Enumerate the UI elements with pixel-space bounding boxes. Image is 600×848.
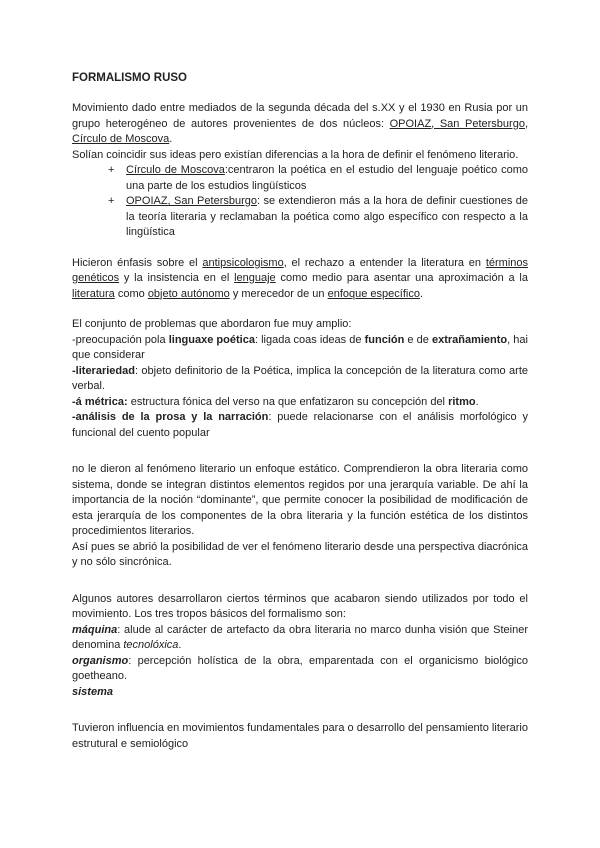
problem-item	[72, 395, 528, 411]
term: -á métrica:	[72, 395, 128, 408]
text: Hicieron énfasis sobre el	[72, 256, 203, 269]
term: -literariedad	[72, 364, 135, 377]
bullet-text: : se extendieron más a la hora de definir cuestiones de la teoría literaria y reclamaban la poética como algo específico con respecto a la lingüística	[126, 195, 529, 238]
paragraph-problems-intro: El conjunto de problemas que abordaron fue muy amplio:	[72, 318, 352, 330]
bullet-text: :centraron la poética en el estudio del lenguaje poético como una parte de los estudios lingüísticos	[126, 164, 528, 192]
paragraph-static: no le dieron al fenómeno literario un enfoque estático. Comprendieron la obra literaria como sistema, donde se integran distintos elementos regidos por una jerarquía variable. De ahí la importancia de la noción “dominante”, que permite conocer la posibilidad de modificación de esta jerarquía de los componentes de la obra literaria y la función estética de los distintos procedimientos literarios.	[72, 463, 528, 537]
term: tecnolóxica	[123, 639, 179, 651]
text: y merecedor de un	[229, 287, 328, 300]
text: ,	[524, 117, 528, 130]
spacer	[72, 700, 528, 715]
term-item	[72, 685, 528, 701]
text: .	[419, 287, 424, 300]
term: literatura	[72, 287, 115, 300]
list-item	[108, 194, 528, 241]
term: extrañamiento	[431, 333, 508, 346]
spacer	[72, 241, 528, 256]
term: máquina	[72, 623, 118, 636]
list-item	[108, 163, 528, 194]
term: antipsicologismo	[202, 256, 284, 269]
bullet-term: Círculo de Moscova	[126, 164, 225, 176]
spacer	[72, 302, 528, 317]
page-title: FORMALISMO RUSO	[72, 72, 187, 84]
text: : objeto definitorio de la Poética, implica la concepción de la literatura como arte verbal.	[72, 364, 528, 392]
problem-item	[72, 410, 528, 441]
text: : alude al carácter de artefacto da obra literaria no marco dunha visión que Steiner denomina	[72, 623, 528, 651]
text: .	[169, 133, 173, 145]
term: términos genéticos	[72, 256, 528, 284]
bullet-list	[72, 163, 528, 241]
term: sistema	[72, 685, 113, 698]
spacer	[72, 441, 528, 456]
text: : puede relacionarse con el análisis morfológico y funcional del cuento popular	[72, 411, 528, 439]
term: -análisis de la prosa y la narración	[72, 411, 269, 423]
paragraph-intro	[72, 101, 528, 148]
problem-item	[72, 364, 528, 395]
text: estructura fónica del verso na que enfatizaron su concepción del	[127, 395, 449, 408]
text: -preocupación pola	[72, 333, 169, 346]
term: lenguaje	[234, 272, 276, 284]
text: , hai que considerar	[72, 333, 528, 361]
text: Movimiento dado entre mediados de la segunda década del s.XX y el 1930 en Rusia por un grupo heterogéneo de autores provenientes de dos núcleos:	[72, 102, 528, 130]
paragraph-diachronic: Así pues se abrió la posibilidad de ver el fenómeno literario desde una perspectiva diacrónica y no sólo sincrónica.	[72, 540, 528, 568]
text: : percepción holística de la obra, emparentada con el organicismo biológico goetheano.	[72, 654, 528, 682]
problem-item	[72, 333, 528, 364]
link-opoiaz: OPOIAZ, San Petersburgo	[389, 117, 525, 130]
text: .	[475, 395, 479, 408]
term: linguaxe poética	[168, 333, 255, 346]
term-item	[72, 654, 528, 685]
bullet-term: OPOIAZ, San Petersburgo	[126, 195, 257, 207]
text: : ligada coas ideas de	[254, 333, 365, 346]
term: enfoque específico	[327, 287, 420, 300]
text: como	[114, 287, 148, 300]
text: y la insistencia en el	[119, 272, 235, 284]
paragraph-differences: Solían coincidir sus ideas pero existían diferencias a la hora de definir el fenómeno literario.	[72, 148, 519, 161]
paragraph-influence: Tuvieron influencia en movimientos fundamentales para o desarrollo del pensamiento literario estrutural e semiológico	[72, 722, 528, 750]
term: función	[364, 333, 405, 346]
text: e de	[404, 333, 432, 346]
text: , el rechazo a entender la literatura en	[283, 256, 486, 269]
text: .	[178, 639, 182, 651]
link-circulo-moscova: Círculo de Moscova	[72, 133, 170, 145]
paragraph-terms-intro: Algunos autores desarrollaron ciertos términos que acabaron siendo utilizados por todo el movimiento. Los tres tropos básicos del formalismo son:	[72, 592, 528, 620]
text: como medio para asentar una aproximación a la	[275, 272, 528, 284]
term: ritmo	[448, 395, 476, 408]
term-item	[72, 623, 528, 654]
spacer	[72, 571, 528, 586]
paragraph-emphasis	[72, 256, 528, 303]
term: objeto autónomo	[147, 287, 230, 300]
term: organismo	[72, 654, 129, 667]
